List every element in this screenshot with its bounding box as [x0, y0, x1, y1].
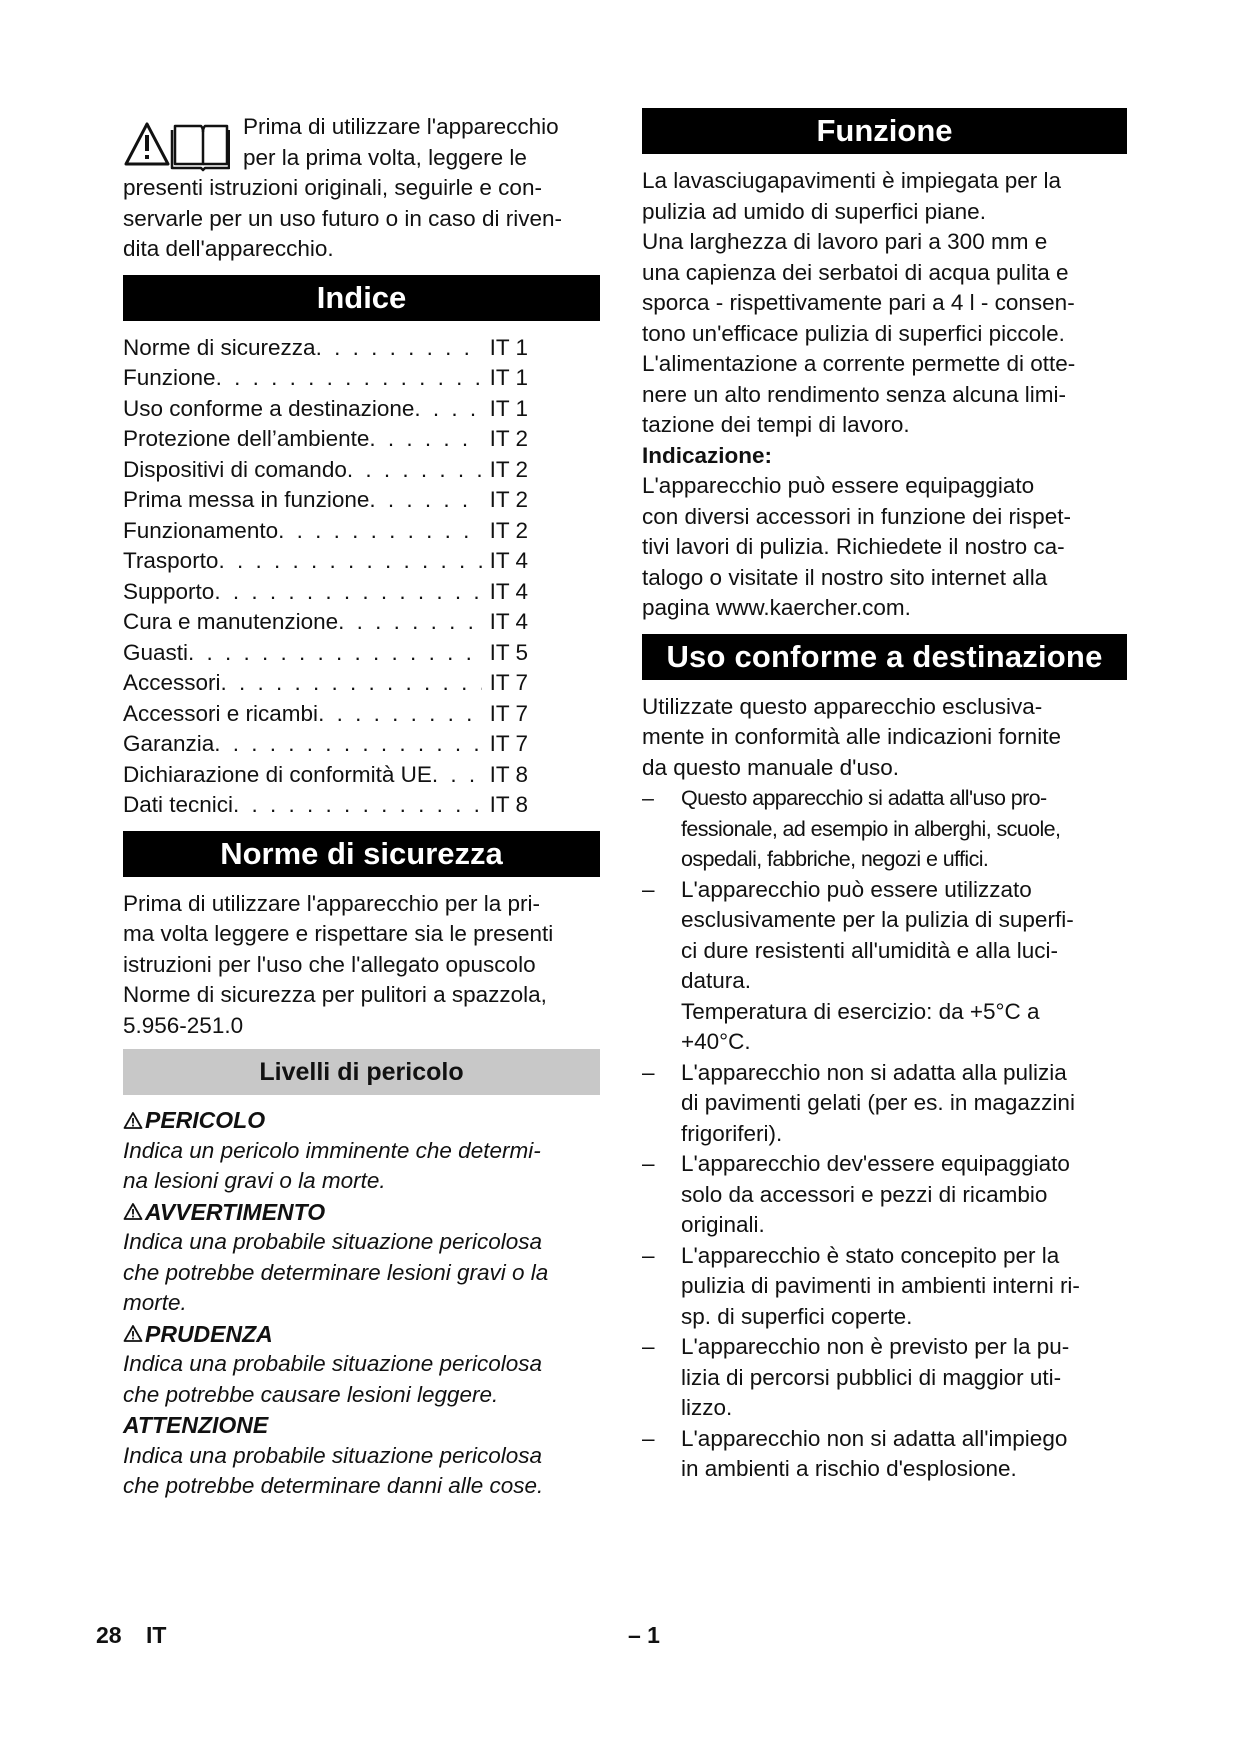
hazard-attenzione [123, 1410, 600, 1441]
hazard-label: ATTENZIONE [123, 1412, 269, 1438]
table-of-contents [123, 333, 600, 821]
intro-line: presenti istruzioni originali, seguirle e con- [123, 175, 542, 200]
hazard-text: Indica una probabile situazione pericolosa [123, 1229, 543, 1254]
hazard-label: AVVERTIMENTO [145, 1198, 326, 1225]
toc-entry-title: Uso conforme a destinazione [123, 395, 415, 421]
toc-leader [218, 546, 481, 577]
note-line: L'apparecchio può essere equipaggiato [642, 473, 1035, 498]
list-item-line: frigoriferi). [681, 1120, 783, 1146]
page-number [96, 1622, 166, 1649]
note-line: talogo o visitate il nostro sito internet alla [642, 564, 1048, 590]
toc-entry[interactable] [123, 333, 528, 364]
list-item-line: +40°C. [681, 1029, 751, 1054]
toc-entry[interactable] [123, 516, 528, 547]
list-item [642, 783, 1127, 875]
list-item-line: datura. [681, 968, 752, 993]
toc-leader [347, 455, 482, 486]
toc-leader [369, 485, 481, 516]
toc-entry[interactable] [123, 729, 528, 760]
toc-entry[interactable] [123, 546, 528, 577]
hazard-levels [123, 1105, 600, 1502]
list-item [642, 1241, 1127, 1333]
warning-triangle-icon [123, 1202, 143, 1221]
hazard-text: morte. [123, 1290, 187, 1315]
toc-entry[interactable] [123, 760, 528, 791]
norme-line: ma volta leggere e rispettare sia le presenti [123, 921, 554, 946]
toc-leader [214, 577, 481, 608]
toc-leader [316, 333, 482, 364]
indice-heading: Indice [123, 275, 600, 321]
toc-entry-page: IT 7 [489, 670, 528, 695]
note-line: tivi lavori di pulizia. Richiedete il nostro ca- [642, 534, 1065, 559]
livelli-heading: Livelli di pericolo [123, 1049, 600, 1095]
norme-line: istruzioni per l'uso che l'allegato opuscolo [123, 951, 536, 977]
norme-heading: Norme di sicurezza [123, 831, 600, 877]
norme-line: Prima di utilizzare l'apparecchio per la pri- [123, 890, 540, 916]
uso-heading: Uso conforme a destinazione [642, 634, 1127, 680]
intro-notice [123, 112, 600, 265]
right-column [642, 108, 1127, 1485]
funzione-line: Una larghezza di lavoro pari a 300 mm e [642, 229, 1048, 254]
sheet-number: – 1 [628, 1622, 660, 1648]
list-item-line: – Questo apparecchio si adatta all'uso pro- [681, 786, 1047, 810]
list-item [642, 1332, 1127, 1424]
warning-manual-icon [123, 118, 230, 172]
hazard-text: Indica un pericolo imminente che determi- [123, 1137, 541, 1163]
hazard-text: che potrebbe causare lesioni leggere. [123, 1381, 499, 1407]
toc-entry-page: IT 1 [489, 365, 528, 390]
funzione-body [642, 166, 1127, 624]
toc-entry-title: Dati tecnici [123, 792, 234, 817]
hazard-pericolo [123, 1105, 600, 1136]
funzione-line: nere un alto rendimento senza alcuna limi- [642, 381, 1066, 407]
language-code: IT [145, 1622, 167, 1648]
note-line: con diversi accessori in funzione dei rispet- [642, 503, 1071, 529]
uso-intro-line: da questo manuale d'uso. [642, 754, 899, 780]
list-item-line: in ambienti a rischio d'esplosione. [681, 1456, 1017, 1481]
toc-entry-page: IT 7 [489, 731, 528, 756]
toc-leader [369, 424, 481, 455]
list-item-line: solo da accessori e pezzi di ricambio [681, 1181, 1048, 1207]
toc-entry-page: IT 1 [489, 334, 528, 360]
toc-entry-title: Guasti [123, 639, 189, 665]
toc-entry[interactable] [123, 668, 528, 699]
page-number-value: 28 [96, 1622, 122, 1648]
toc-leader [432, 760, 482, 791]
toc-entry[interactable] [123, 577, 528, 608]
toc-entry-page: IT 8 [489, 792, 528, 817]
list-item-line: pulizia di pavimenti in ambienti interni ri- [681, 1273, 1080, 1298]
list-item [642, 1149, 1127, 1241]
toc-leader [216, 363, 482, 394]
list-item-line: lizia di percorsi pubblici di maggior uti- [681, 1364, 1062, 1390]
funzione-line: tazione dei tempi di lavoro. [642, 412, 910, 437]
note-label: Indicazione: [642, 442, 773, 468]
hazard-text: che potrebbe determinare lesioni gravi o la [123, 1259, 549, 1285]
toc-entry-page: IT 1 [489, 395, 528, 421]
intro-line: per la prima volta, leggere le [243, 144, 527, 170]
list-item-line: lizzo. [681, 1395, 733, 1420]
list-item-line: – L'apparecchio è stato concepito per la [681, 1242, 1060, 1268]
hazard-label: PERICOLO [145, 1107, 266, 1133]
toc-leader [233, 790, 482, 821]
list-item-line: ci dure resistenti all'umidità e alla luci- [681, 937, 1058, 963]
toc-entry[interactable] [123, 455, 528, 486]
norme-line: Norme di sicurezza per pulitori a spazzola, [123, 982, 547, 1007]
list-item [642, 1424, 1127, 1485]
toc-entry-title: Dispositivi di comando [123, 456, 347, 482]
toc-entry-title: Garanzia [123, 731, 215, 756]
list-item [642, 1058, 1127, 1150]
funzione-line: tono un'efficace pulizia di superfici piccole. [642, 320, 1065, 346]
toc-entry-page: IT 4 [489, 578, 528, 604]
toc-entry-title: Norme di sicurezza [123, 334, 316, 360]
hazard-text: che potrebbe determinare danni alle cose. [123, 1473, 544, 1498]
toc-leader [278, 516, 482, 547]
toc-leader [214, 729, 481, 760]
uso-intro-line: Utilizzate questo apparecchio esclusiva- [642, 693, 1043, 719]
toc-entry[interactable] [123, 699, 528, 730]
hazard-text: Indica una probabile situazione pericolosa [123, 1442, 543, 1468]
list-item-line: sp. di superfici coperte. [681, 1303, 913, 1329]
list-item [642, 875, 1127, 1058]
toc-entry[interactable] [123, 790, 528, 821]
toc-entry[interactable] [123, 424, 528, 455]
hazard-text: na lesioni gravi o la morte. [123, 1168, 386, 1193]
list-item-line: di pavimenti gelati (per es. in magazzini [681, 1090, 1075, 1115]
warning-triangle-icon [123, 1324, 143, 1343]
toc-entry[interactable] [123, 363, 528, 394]
toc-entry[interactable] [123, 485, 528, 516]
funzione-line: La lavasciugapavimenti è impiegata per la [642, 168, 1061, 193]
toc-leader [338, 607, 482, 638]
list-item-line: – L'apparecchio dev'essere equipaggiato [681, 1151, 1070, 1176]
toc-entry[interactable] [123, 638, 528, 669]
list-item-line: originali. [681, 1212, 765, 1237]
note-line: pagina www.kaercher.com. [642, 595, 911, 620]
toc-entry[interactable] [123, 394, 528, 425]
intro-line: dita dell'apparecchio. [123, 236, 334, 261]
list-item-line: – L'apparecchio può essere utilizzato [681, 876, 1032, 902]
toc-leader [188, 638, 482, 669]
toc-entry-page: IT 5 [489, 639, 528, 665]
toc-leader [414, 394, 481, 425]
uso-body [642, 692, 1127, 1485]
funzione-line: sporca - rispettivamente pari a 4 l - consen- [642, 290, 1075, 315]
list-item-line: – L'apparecchio non è previsto per la pu- [681, 1334, 1070, 1359]
toc-entry-page: IT 2 [489, 487, 528, 512]
list-item-line: fessionale, ad esempio in alberghi, scuole, [681, 816, 1061, 841]
toc-entry-page: IT 7 [489, 700, 528, 726]
toc-entry-page: IT 2 [489, 456, 528, 482]
toc-leader [221, 668, 482, 699]
toc-entry-title: Accessori [123, 670, 221, 695]
toc-entry-page: IT 2 [489, 426, 528, 451]
toc-entry[interactable] [123, 607, 528, 638]
toc-entry-page: IT 4 [489, 548, 528, 573]
intro-line: Prima di utilizzare l'apparecchio [243, 114, 559, 139]
toc-entry-title: Prima messa in funzione [123, 487, 370, 512]
toc-entry-page: IT 2 [489, 517, 528, 543]
funzione-line: L'alimentazione a corrente permette di otte- [642, 351, 1076, 376]
norme-body [123, 889, 600, 1042]
hazard-avvertimento [123, 1197, 600, 1228]
toc-entry-title: Funzione [123, 365, 216, 390]
toc-entry-title: Cura e manutenzione [123, 609, 339, 634]
toc-entry-title: Trasporto [123, 548, 219, 573]
toc-entry-title: Accessori e ricambi [123, 700, 319, 726]
toc-entry-title: Dichiarazione di conformità UE [123, 761, 432, 787]
funzione-line: pulizia ad umido di superfici piane. [642, 198, 986, 224]
uso-list [642, 783, 1127, 1485]
intro-line: servarle per un uso futuro o in caso di riven- [123, 205, 562, 231]
toc-leader [318, 699, 482, 730]
hazard-label: PRUDENZA [145, 1320, 273, 1347]
hazard-text: Indica una probabile situazione pericolosa [123, 1351, 543, 1376]
list-item-line: esclusivamente per la pulizia di superfi- [681, 907, 1074, 932]
toc-entry-title: Supporto [123, 578, 215, 604]
list-item-line: – L'apparecchio non si adatta all'impiego [681, 1425, 1068, 1451]
list-item-line: – L'apparecchio non si adatta alla pulizia [681, 1059, 1067, 1085]
list-item-line: ospedali, fabbriche, negozi e uffici. [681, 847, 989, 871]
toc-entry-page: IT 4 [489, 609, 528, 634]
funzione-heading: Funzione [642, 108, 1127, 154]
left-column [123, 112, 600, 1502]
norme-line: 5.956-251.0 [123, 1012, 244, 1038]
funzione-line: una capienza dei serbatoi di acqua pulita e [642, 259, 1069, 285]
toc-entry-title: Protezione dell’ambiente [123, 426, 370, 451]
toc-entry-title: Funzionamento [123, 517, 279, 543]
toc-entry-page: IT 8 [489, 761, 528, 787]
uso-intro-line: mente in conformità alle indicazioni fornite [642, 724, 1061, 749]
hazard-prudenza [123, 1319, 600, 1350]
warning-triangle-icon [123, 1111, 143, 1130]
list-item-line: Temperatura di esercizio: da +5°C a [681, 998, 1040, 1024]
